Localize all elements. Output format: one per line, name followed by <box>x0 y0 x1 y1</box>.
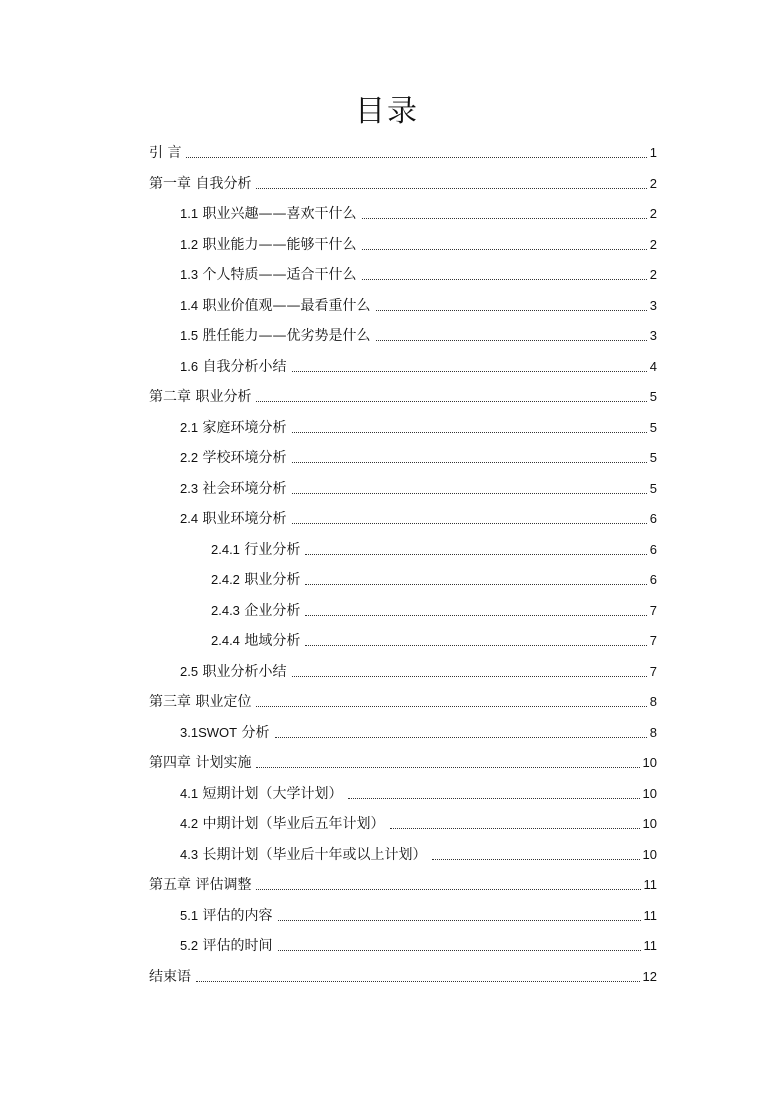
toc-page-number: 3 <box>649 297 657 313</box>
toc-entry[interactable] <box>180 476 657 498</box>
toc-entry[interactable] <box>149 689 657 711</box>
toc-dot-leader <box>275 737 647 738</box>
toc-entry-number: 2.4.2 <box>211 572 240 587</box>
toc-entry-number: 2.4.1 <box>211 541 240 557</box>
toc-entry[interactable] <box>180 903 657 925</box>
toc-entry-number: 2.4.4 <box>211 633 240 648</box>
toc-entry-text: 第五章 评估调整 <box>149 877 252 893</box>
toc-dot-leader <box>362 279 647 280</box>
toc-page-number: 2 <box>649 175 657 191</box>
toc-page-number: 2 <box>649 236 657 252</box>
toc-entry-label <box>180 266 359 284</box>
toc-entry-text: 职业能力——能够干什么 <box>202 236 357 253</box>
toc-entry[interactable] <box>180 811 657 833</box>
toc-entry-label <box>180 937 275 955</box>
toc-page-number: 6 <box>649 511 657 526</box>
toc-entry-label <box>180 846 429 864</box>
toc-entry-label <box>180 724 272 742</box>
toc-dot-leader <box>278 920 641 921</box>
toc-entry-text: 行业分析 <box>244 541 301 558</box>
toc-entry-number: 2.4 <box>180 511 199 526</box>
toc-page-number: 12 <box>642 968 657 984</box>
toc-dot-leader <box>362 249 647 250</box>
toc-entry[interactable] <box>180 354 657 376</box>
toc-entry-label <box>149 876 253 894</box>
toc-entry-label <box>180 815 387 833</box>
toc-entry-number: 2.4.3 <box>211 602 240 618</box>
toc-dot-leader <box>305 554 646 555</box>
toc-dot-leader <box>432 859 640 860</box>
toc-entry-label <box>180 297 373 315</box>
toc-dot-leader <box>292 462 647 463</box>
toc-page-number: 8 <box>649 724 657 740</box>
toc-entry[interactable] <box>180 659 657 681</box>
toc-entry-text: 个人特质——适合干什么 <box>202 267 357 283</box>
toc-entry[interactable] <box>180 201 657 223</box>
toc-entry-label <box>149 175 253 193</box>
toc-page-number: 4 <box>649 358 657 374</box>
toc-entry[interactable] <box>180 262 657 284</box>
toc-entry-text: 引 言 <box>149 145 182 161</box>
toc-page-number: 5 <box>649 450 657 465</box>
toc-entry-text: 中期计划（毕业后五年计划） <box>202 816 385 832</box>
toc-entry-text: 地域分析 <box>244 633 301 649</box>
toc-entry-number: 5.2 <box>180 938 199 953</box>
toc-entry[interactable] <box>149 171 657 193</box>
toc-entry[interactable] <box>149 964 657 986</box>
toc-entry-label <box>211 541 302 559</box>
toc-entry[interactable] <box>211 567 657 589</box>
toc-entry[interactable] <box>180 293 657 315</box>
toc-entry[interactable] <box>180 323 657 345</box>
toc-page-number: 11 <box>643 877 657 892</box>
toc-entry-text: 职业分析 <box>244 572 301 588</box>
toc-page-number: 7 <box>649 633 657 648</box>
toc-dot-leader <box>376 310 647 311</box>
toc-entry-text: 职业价值观——最看重什么 <box>202 297 371 314</box>
toc-page-number: 1 <box>649 145 657 160</box>
toc-dot-leader <box>256 767 639 768</box>
toc-entry-label <box>211 632 302 650</box>
toc-entry-text: 家庭环境分析 <box>202 419 287 436</box>
toc-entry-number: 4.2 <box>180 816 199 831</box>
toc-dot-leader <box>278 950 641 951</box>
toc-entry-number: 4.1 <box>180 785 199 801</box>
toc-dot-leader <box>196 981 640 982</box>
toc-entry-text: 评估的内容 <box>202 907 273 924</box>
toc-entry[interactable] <box>180 933 657 955</box>
toc-entry[interactable] <box>180 232 657 254</box>
toc-dot-leader <box>292 523 647 524</box>
toc-entry-label <box>180 510 289 528</box>
toc-dot-leader <box>348 798 640 799</box>
toc-page-number: 2 <box>649 206 657 221</box>
toc-page-number: 7 <box>649 663 657 679</box>
toc-entry-label <box>180 358 289 376</box>
toc-entry-number: 1.1 <box>180 206 199 221</box>
toc-entry[interactable] <box>180 842 657 864</box>
toc-entry-text: 企业分析 <box>244 602 301 619</box>
toc-entry[interactable] <box>180 781 657 803</box>
toc-page-number: 10 <box>642 816 657 831</box>
toc-entry-label <box>180 663 289 681</box>
toc-entry[interactable] <box>180 506 657 528</box>
toc-entry[interactable] <box>149 140 657 162</box>
toc-entry-label <box>180 419 289 437</box>
toc-entry[interactable] <box>180 445 657 467</box>
toc-entry-text: 第三章 职业定位 <box>149 694 252 710</box>
toc-dot-leader <box>186 157 646 158</box>
toc-entry-label <box>180 449 289 467</box>
toc-entry-label <box>149 968 193 986</box>
toc-entry-text: 短期计划（大学计划） <box>202 785 343 802</box>
toc-dot-leader <box>376 340 647 341</box>
toc-entry[interactable] <box>211 537 657 559</box>
toc-dot-leader <box>256 401 646 402</box>
toc-page-number: 6 <box>649 572 657 587</box>
toc-dot-leader <box>305 615 646 616</box>
toc-entry-text: 结束语 <box>149 968 191 985</box>
toc-entry-text: 胜任能力——优劣势是什么 <box>202 328 371 344</box>
toc-entry-number: 4.3 <box>180 846 199 862</box>
toc-entry-label <box>180 327 373 345</box>
toc-dot-leader <box>305 584 646 585</box>
toc-dot-leader <box>390 828 640 829</box>
toc-dot-leader <box>292 676 647 677</box>
toc-entry-text: 职业兴趣——喜欢干什么 <box>202 206 357 222</box>
toc-entry-number: 1.6 <box>180 358 199 374</box>
toc-dot-leader <box>305 645 646 646</box>
toc-entry-number: 1.3 <box>180 267 199 282</box>
toc-entry[interactable] <box>211 628 657 650</box>
toc-page-number: 10 <box>642 755 657 770</box>
toc-entry-number: 3.1SWOT <box>180 724 238 740</box>
toc-entry-text: 第一章 自我分析 <box>149 175 252 192</box>
toc-entry-text: 长期计划（毕业后十年或以上计划） <box>202 846 427 863</box>
toc-entry[interactable] <box>149 872 657 894</box>
toc-page-number: 7 <box>649 602 657 618</box>
toc-page-number: 10 <box>642 785 657 801</box>
toc-entry-label <box>180 205 359 223</box>
toc-entry[interactable] <box>211 598 657 620</box>
toc-entry-text: 职业分析小结 <box>202 663 287 680</box>
toc-entry-label <box>211 602 302 620</box>
toc-entry-label <box>180 480 289 498</box>
toc-entry-number: 2.3 <box>180 480 199 496</box>
toc-dot-leader <box>292 432 647 433</box>
toc-entry-number: 2.1 <box>180 419 199 435</box>
toc-entry-number: 5.1 <box>180 907 199 923</box>
toc-entry-text: 社会环境分析 <box>202 480 287 497</box>
toc-entry-number: 2.2 <box>180 450 199 465</box>
toc-entry-text: 职业环境分析 <box>202 511 287 527</box>
toc-entry-text: 第二章 职业分析 <box>149 389 252 405</box>
toc-page-number: 11 <box>643 907 657 923</box>
toc-page-number: 11 <box>643 938 657 953</box>
toc-entry[interactable] <box>149 750 657 772</box>
toc-entry[interactable] <box>149 384 657 406</box>
toc-dot-leader <box>256 706 646 707</box>
toc-page-number: 5 <box>649 389 657 404</box>
toc-dot-leader <box>256 188 646 189</box>
toc-dot-leader <box>292 493 647 494</box>
toc-entry-label <box>149 754 253 772</box>
toc-page-number: 6 <box>649 541 657 557</box>
toc-entry-text: 自我分析小结 <box>202 358 287 375</box>
toc-entry-number: 1.5 <box>180 328 199 343</box>
toc-entry-text: 分析 <box>241 724 270 741</box>
toc-page-number: 5 <box>649 419 657 435</box>
toc-entry-label <box>149 388 253 406</box>
toc-entry[interactable] <box>180 415 657 437</box>
toc-entry-label <box>180 785 345 803</box>
page-title: 目录 <box>355 94 419 129</box>
toc-entry-number: 1.4 <box>180 297 199 313</box>
toc-entry-text: 评估的时间 <box>202 938 273 954</box>
toc-page-number: 8 <box>649 694 657 709</box>
toc-entry-text: 第四章 计划实施 <box>149 755 252 771</box>
toc-dot-leader <box>362 218 647 219</box>
toc-entry-number: 2.5 <box>180 663 199 679</box>
toc-entry-label <box>149 144 183 162</box>
toc-page-number: 3 <box>649 328 657 343</box>
toc-page-number: 5 <box>649 480 657 496</box>
toc-entry-text: 学校环境分析 <box>202 450 287 466</box>
toc-entry-number: 1.2 <box>180 236 199 252</box>
toc-dot-leader <box>292 371 647 372</box>
toc-entry-label <box>180 907 275 925</box>
toc-page-number: 2 <box>649 267 657 282</box>
toc-entry-label <box>211 571 302 589</box>
toc-entry[interactable] <box>180 720 657 742</box>
toc-dot-leader <box>256 889 640 890</box>
toc-entry-label <box>149 693 253 711</box>
toc-page-number: 10 <box>642 846 657 862</box>
toc-entry-label <box>180 236 359 254</box>
